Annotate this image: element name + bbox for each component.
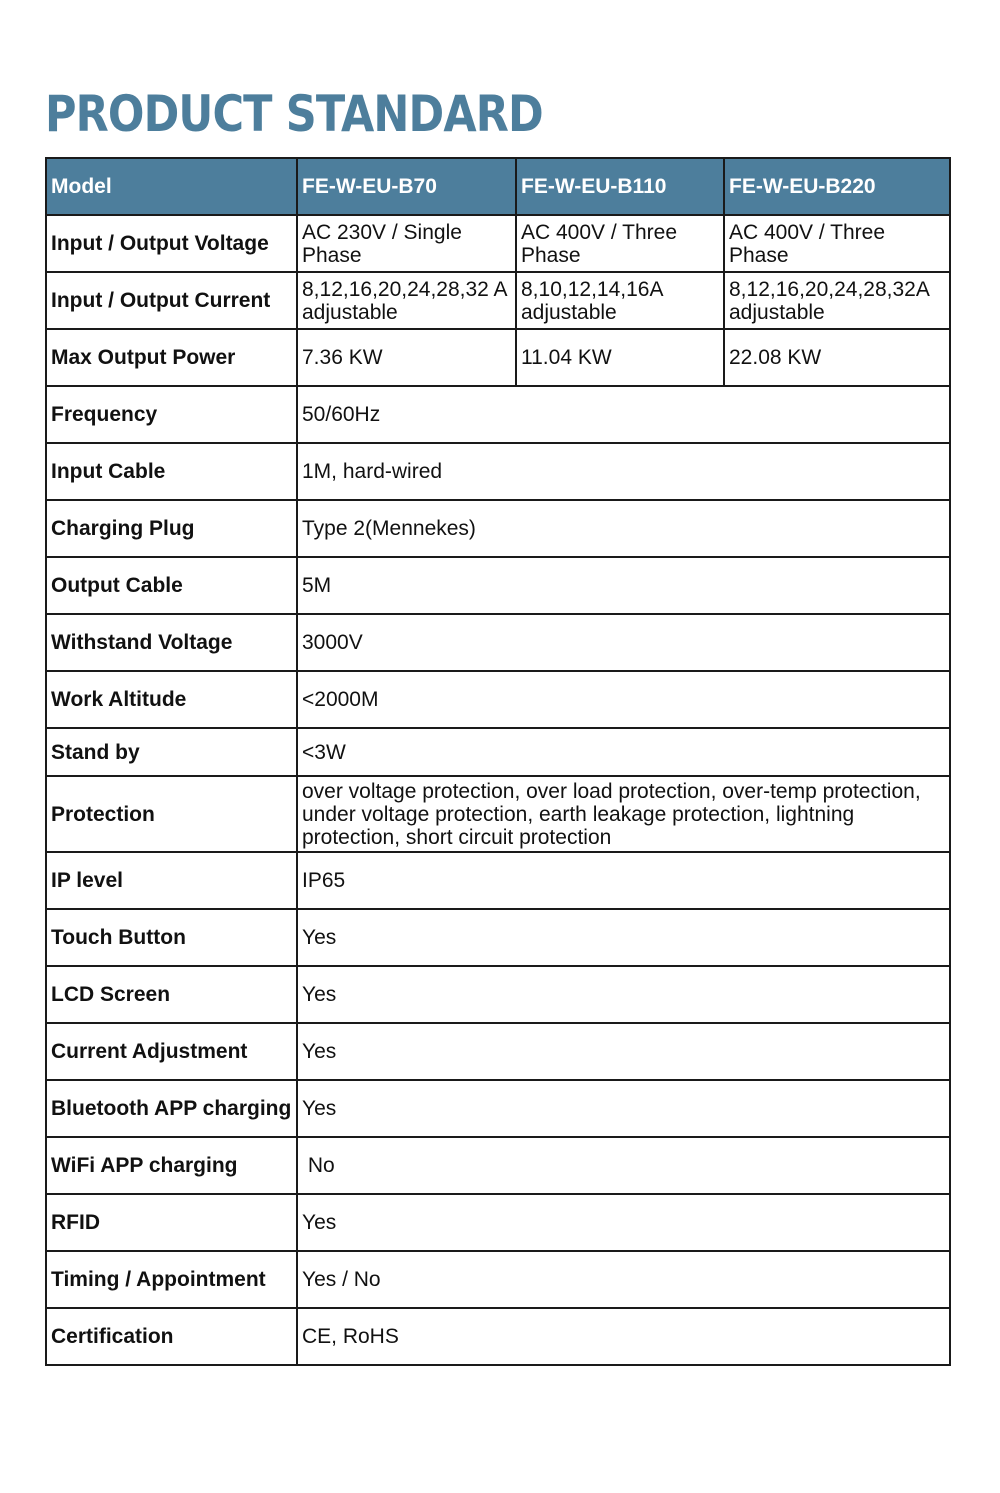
table-row — [46, 443, 950, 500]
row-label: Withstand Voltage — [46, 614, 297, 671]
row-label: Frequency — [46, 386, 297, 443]
cell-value: 1M, hard-wired — [297, 443, 950, 500]
cell-value: Yes — [297, 1194, 950, 1251]
row-label: IP level — [46, 852, 297, 909]
row-label: Timing / Appointment — [46, 1251, 297, 1308]
row-label: Input / Output Voltage — [46, 215, 297, 272]
table-row — [46, 776, 950, 852]
cell-value: Yes — [297, 966, 950, 1023]
table-row — [46, 215, 950, 272]
table-row — [46, 1251, 950, 1308]
table-row — [46, 1308, 950, 1365]
row-label: Certification — [46, 1308, 297, 1365]
row-label: Current Adjustment — [46, 1023, 297, 1080]
table-row — [46, 1194, 950, 1251]
table-row — [46, 1137, 950, 1194]
table-row — [46, 386, 950, 443]
cell-value: No — [297, 1137, 950, 1194]
row-label: RFID — [46, 1194, 297, 1251]
header-model-label: Model — [46, 158, 297, 215]
cell-value: 22.08 KW — [724, 329, 950, 386]
table-row — [46, 557, 950, 614]
table-row — [46, 1080, 950, 1137]
row-label: Bluetooth APP charging — [46, 1080, 297, 1137]
cell-value: Yes / No — [297, 1251, 950, 1308]
product-standard-table — [45, 157, 951, 1366]
cell-value: 5M — [297, 557, 950, 614]
cell-value: 8,12,16,20,24,28,32A adjustable — [724, 272, 950, 329]
header-model-b220: FE-W-EU-B220 — [724, 158, 950, 215]
table-row — [46, 852, 950, 909]
cell-value: 7.36 KW — [297, 329, 516, 386]
header-model-b110: FE-W-EU-B110 — [516, 158, 724, 215]
row-label: Touch Button — [46, 909, 297, 966]
table-header-row — [46, 158, 950, 215]
cell-value: IP65 — [297, 852, 950, 909]
cell-value: Yes — [297, 1080, 950, 1137]
cell-value: AC 400V / Three Phase — [724, 215, 950, 272]
row-label: Input / Output Current — [46, 272, 297, 329]
cell-value: 3000V — [297, 614, 950, 671]
cell-value: 50/60Hz — [297, 386, 950, 443]
cell-value: AC 230V / Single Phase — [297, 215, 516, 272]
table-row — [46, 1023, 950, 1080]
table-row — [46, 329, 950, 386]
row-label: WiFi APP charging — [46, 1137, 297, 1194]
cell-value: 8,12,16,20,24,28,32 A adjustable — [297, 272, 516, 329]
row-label: Work Altitude — [46, 671, 297, 728]
cell-value: 11.04 KW — [516, 329, 724, 386]
cell-value: <3W — [297, 728, 950, 776]
cell-value: 8,10,12,14,16A adjustable — [516, 272, 724, 329]
cell-value: Yes — [297, 1023, 950, 1080]
row-label: Max Output Power — [46, 329, 297, 386]
cell-value: over voltage protection, over load protection, over-temp protection, under voltage protection, earth leakage protection, lightning protection, short circuit protection — [297, 776, 950, 852]
row-label: LCD Screen — [46, 966, 297, 1023]
table-row — [46, 272, 950, 329]
cell-value: <2000M — [297, 671, 950, 728]
cell-value: AC 400V / Three Phase — [516, 215, 724, 272]
row-label: Output Cable — [46, 557, 297, 614]
table-row — [46, 671, 950, 728]
table-row — [46, 614, 950, 671]
table-row — [46, 966, 950, 1023]
page-title: PRODUCT STANDARD — [45, 85, 543, 143]
row-label: Protection — [46, 776, 297, 852]
cell-value: Yes — [297, 909, 950, 966]
cell-value: CE, RoHS — [297, 1308, 950, 1365]
row-label: Charging Plug — [46, 500, 297, 557]
cell-value: Type 2(Mennekes) — [297, 500, 950, 557]
table-row — [46, 909, 950, 966]
row-label: Input Cable — [46, 443, 297, 500]
table-row — [46, 500, 950, 557]
header-model-b70: FE-W-EU-B70 — [297, 158, 516, 215]
table-row — [46, 728, 950, 776]
row-label: Stand by — [46, 728, 297, 776]
